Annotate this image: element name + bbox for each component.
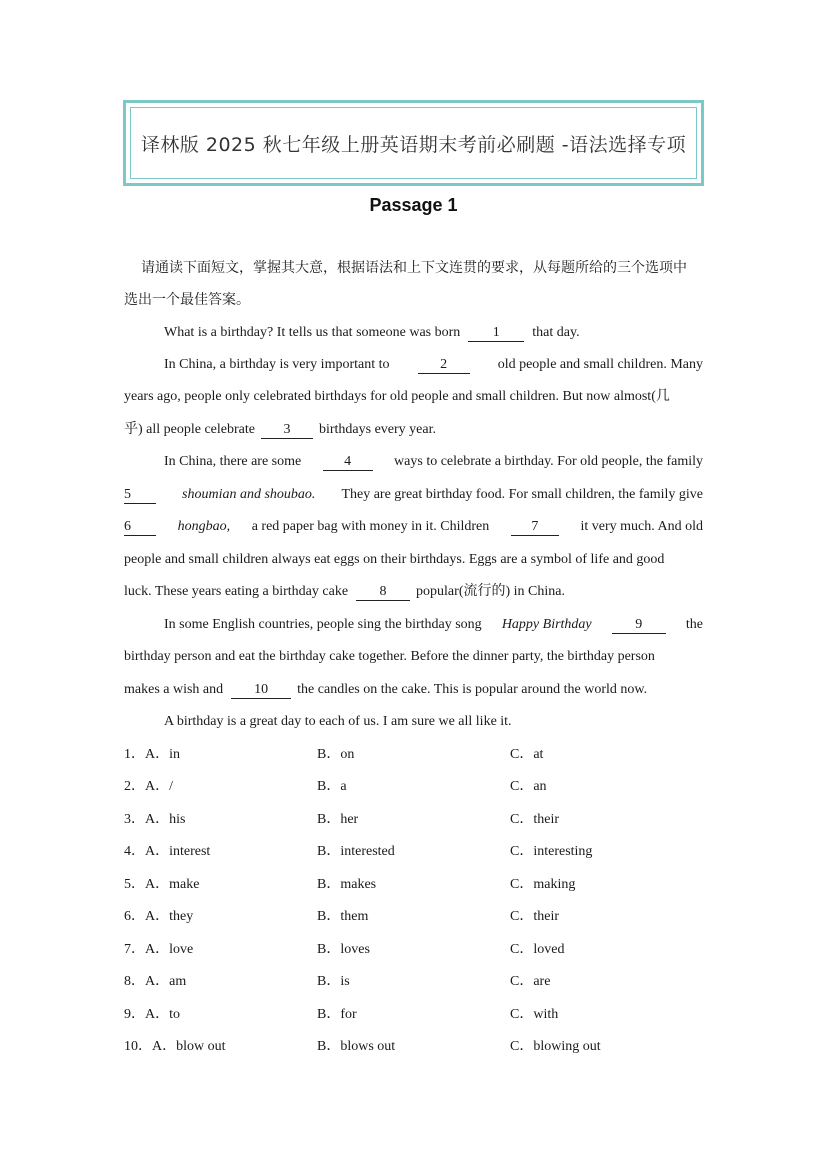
paragraph-5-line-1 [164,712,703,732]
instructions-line-2 [124,290,703,310]
passage-text: In China, a birthday is very important to [164,357,390,372]
paragraph-4-line-1 [164,615,703,635]
title-box [123,100,704,186]
option-c: C．their [510,812,559,827]
blank-5: 5 [124,487,156,504]
option-c: C．interesting [510,844,593,859]
paragraph-4-line-3 [124,680,703,700]
passage-italic-text: Happy Birthday [501,617,592,632]
option-c: C．at [510,747,544,762]
passage-text: They are great birthday food. For small children, the family give [341,487,703,502]
option-a: 7．A．love [124,942,194,957]
title-frame [130,107,697,179]
option-c: C．their [510,909,559,924]
blank-9: 9 [612,617,666,634]
option-a: 9．A．to [124,1007,180,1022]
passage-text: birthdays every year. [318,422,436,437]
instructions-line-1 [141,258,703,278]
option-b: B．interested [317,844,395,859]
question-row [124,972,703,992]
option-c: C．making [510,877,576,892]
option-c: C．an [510,779,547,794]
question-row [124,745,703,765]
blank-4: 4 [323,454,373,471]
paragraph-3-line-4 [124,550,703,570]
option-c: C．blowing out [510,1039,601,1054]
passage-text: ways to celebrate a birthday. For old people, the family [394,454,703,469]
blank-2: 2 [418,357,470,374]
blank-7: 7 [511,519,559,536]
question-row [124,940,703,960]
paragraph-3-line-3 [124,517,703,537]
passage-text: it very much. And old [580,519,703,534]
option-a: 10．A．blow out [124,1039,226,1054]
passage-italic-text: shoumian and shoubao. [182,487,316,502]
paragraph-3-line-1 [164,452,703,472]
passage-text: luck. These years eating a birthday cake [124,584,349,599]
passage-text: In China, there are some [164,454,302,469]
option-a: 5．A．make [124,877,200,892]
option-a: 1．A．in [124,747,180,762]
question-row [124,875,703,895]
document-title: 译林版 2025 秋七年级上册英语期末考前必刷题 -语法选择专项 [140,133,687,156]
option-a: 4．A．interest [124,844,211,859]
blank-1: 1 [468,325,524,342]
passage-italic-text: hongbao, [177,519,231,534]
option-a: 3．A．his [124,812,186,827]
passage-heading: Passage 1 [369,195,458,215]
option-c: C．with [510,1007,559,1022]
option-a: 2．A．/ [124,779,173,794]
option-b: B．on [317,747,355,762]
option-c: C．loved [510,942,565,957]
passage-text: old people and small children. Many [497,357,703,372]
option-a: 8．A．am [124,974,187,989]
option-b: B．them [317,909,369,924]
passage-text: A birthday is a great day to each of us. I am sure we all like it. [164,714,512,729]
passage-text: the [685,617,703,632]
option-b: B．blows out [317,1039,396,1054]
passage-text: that day. [532,325,580,340]
question-row [124,1037,703,1057]
paragraph-3-line-2 [124,485,703,505]
passage-text: people and small children always eat eggs on their birthdays. Eggs are a symbol of life and good [124,552,665,567]
blank-8: 8 [356,584,410,601]
question-row [124,907,703,927]
paragraph-3-line-5 [124,582,703,602]
passage-text: years ago, people only celebrated birthdays for old people and small children. But now almost(几 [124,389,670,404]
question-row [124,1005,703,1025]
passage-text: 乎) all people celebrate [124,422,255,437]
passage-text: makes a wish and [124,682,224,697]
paragraph-1-line-1 [164,323,703,343]
passage-text: a red paper bag with money in it. Children [251,519,490,534]
instructions-text-1: 请通读下面短文，掌握其大意，根据语法和上下文连贯的要求，从每题所给的三个选项中 [141,260,687,276]
blank-10: 10 [231,682,291,699]
question-row [124,842,703,862]
passage-text: birthday person and eat the birthday cake together. Before the dinner party, the birthday person [124,649,655,664]
paragraph-4-line-2 [124,647,703,667]
question-row [124,810,703,830]
paragraph-2-line-2 [124,387,703,407]
passage-text: What is a birthday? It tells us that someone was born [164,325,461,340]
option-a: 6．A．they [124,909,194,924]
paragraph-2-line-1 [164,355,703,375]
option-b: B．is [317,974,350,989]
option-c: C．are [510,974,551,989]
option-b: B．makes [317,877,377,892]
instructions-text-2: 选出一个最佳答案。 [124,292,250,308]
paragraph-2-line-3 [124,420,703,440]
option-b: B．a [317,779,347,794]
blank-6: 6 [124,519,156,536]
question-row [124,777,703,797]
option-b: B．loves [317,942,370,957]
blank-3: 3 [261,422,313,439]
passage-text: popular(流行的) in China. [416,584,565,599]
option-b: B．her [317,812,359,827]
passage-text: the candles on the cake. This is popular around the world now. [297,682,648,697]
option-b: B．for [317,1007,357,1022]
passage-text: In some English countries, people sing the birthday song [164,617,482,632]
